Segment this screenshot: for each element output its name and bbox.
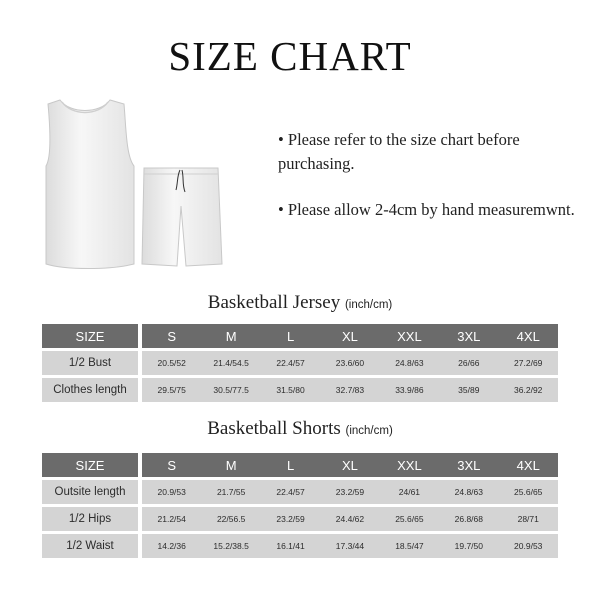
header-cell: S <box>142 324 201 348</box>
table-cell: 19.7/50 <box>439 534 498 558</box>
table-header-row <box>42 324 558 348</box>
header-cell: XXL <box>380 453 439 477</box>
table-row <box>42 507 558 531</box>
row-label: 1/2 Bust <box>42 351 138 375</box>
jersey-unit: (inch/cm) <box>344 299 393 311</box>
table-cell: 24.8/63 <box>439 480 498 504</box>
row-label: Outsite length <box>42 480 138 504</box>
note-measurement: • Please allow 2-4cm by hand measuremwnt. <box>278 200 575 219</box>
table-cell: 29.5/75 <box>142 378 201 402</box>
row-label: Clothes length <box>42 378 138 402</box>
table-cell: 28/71 <box>499 507 558 531</box>
row-label: 1/2 Waist <box>42 534 138 558</box>
table-cell: 22/56.5 <box>201 507 260 531</box>
notes <box>278 128 578 244</box>
header-cell: L <box>261 324 320 348</box>
jersey-and-shorts-image <box>40 96 230 276</box>
table-cell: 22.4/57 <box>261 351 320 375</box>
table-cell: 24.8/63 <box>380 351 439 375</box>
table-cell: 25.6/65 <box>380 507 439 531</box>
header-cell: 3XL <box>439 453 498 477</box>
table-cell: 30.5/77.5 <box>201 378 260 402</box>
jersey-section-title <box>0 292 600 314</box>
table-cell: 20.9/53 <box>142 480 201 504</box>
table-cell: 15.2/38.5 <box>201 534 260 558</box>
table-cell: 25.6/65 <box>499 480 558 504</box>
table-cell: 23.2/59 <box>320 480 379 504</box>
table-cell: 26/66 <box>439 351 498 375</box>
shorts-size-table <box>42 453 558 561</box>
header-cell: SIZE <box>42 453 138 477</box>
shorts-unit: (inch/cm) <box>345 425 393 437</box>
table-row <box>42 378 558 402</box>
header-cell: XXL <box>380 324 439 348</box>
table-cell: 26.8/68 <box>439 507 498 531</box>
table-cell: 35/89 <box>439 378 498 402</box>
header-cell: L <box>261 453 320 477</box>
shorts-title: Basketball Shorts <box>207 418 341 439</box>
table-cell: 23.6/60 <box>320 351 379 375</box>
table-cell: 24/61 <box>380 480 439 504</box>
table-cell: 14.2/36 <box>142 534 201 558</box>
header-cell: XL <box>320 453 379 477</box>
jersey-title: Basketball Jersey <box>207 292 341 313</box>
header-cell: 4XL <box>499 453 558 477</box>
table-cell: 24.4/62 <box>320 507 379 531</box>
table-cell: 31.5/80 <box>261 378 320 402</box>
header-cell: M <box>201 453 260 477</box>
row-label: 1/2 Hips <box>42 507 138 531</box>
header-cell: SIZE <box>42 324 138 348</box>
note-size-chart: • Please refer to the size chart before purchasing. <box>278 130 520 173</box>
table-header-row <box>42 453 558 477</box>
table-cell: 17.3/44 <box>320 534 379 558</box>
table-cell: 33.9/86 <box>380 378 439 402</box>
table-row <box>42 480 558 504</box>
header-cell: M <box>201 324 260 348</box>
header-cell: 4XL <box>499 324 558 348</box>
table-cell: 22.4/57 <box>261 480 320 504</box>
table-cell: 27.2/69 <box>499 351 558 375</box>
header-cell: S <box>142 453 201 477</box>
header-cell: XL <box>320 324 379 348</box>
table-cell: 36.2/92 <box>499 378 558 402</box>
jersey-size-table <box>42 324 558 405</box>
table-row <box>42 534 558 558</box>
table-cell: 21.7/55 <box>201 480 260 504</box>
table-cell: 21.2/54 <box>142 507 201 531</box>
shorts-section-title <box>0 418 600 440</box>
table-cell: 23.2/59 <box>261 507 320 531</box>
table-cell: 32.7/83 <box>320 378 379 402</box>
header-cell: 3XL <box>439 324 498 348</box>
table-cell: 21.4/54.5 <box>201 351 260 375</box>
table-cell: 20.5/52 <box>142 351 201 375</box>
table-cell: 20.9/53 <box>499 534 558 558</box>
table-cell: 16.1/41 <box>261 534 320 558</box>
table-cell: 18.5/47 <box>380 534 439 558</box>
table-row <box>42 351 558 375</box>
page-title: SIZE CHART <box>168 33 412 79</box>
